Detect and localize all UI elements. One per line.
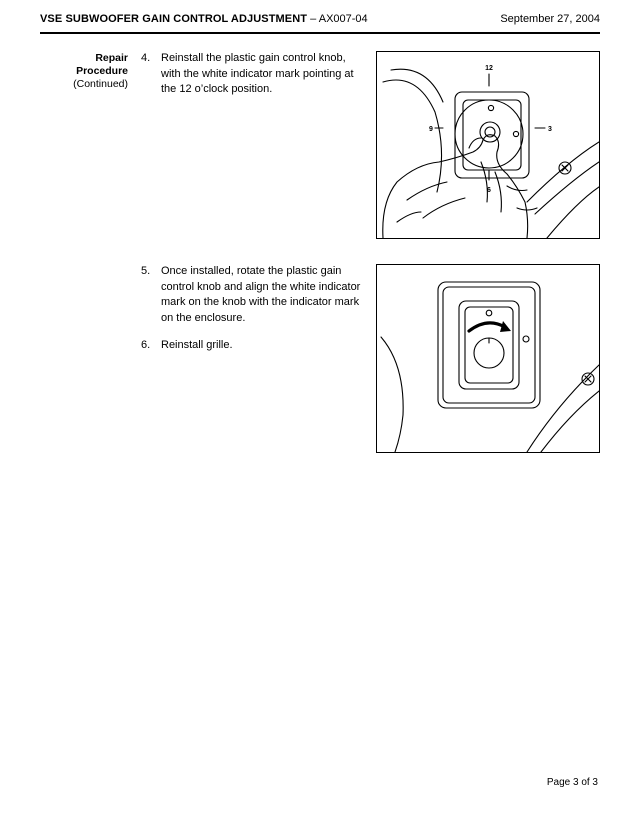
section-sidebar [73,52,128,91]
document-title [40,13,368,25]
step-text: Reinstall grille. [161,339,233,351]
page-number: Page 3 of 3 [546,777,598,788]
step-number: 4. [141,52,151,64]
clock-label-6: 6 [487,187,491,194]
document-date: September 27, 2004 [500,13,600,25]
figure-knob-align [376,264,600,453]
knob-install-illustration [377,52,599,238]
clock-label-3: 3 [548,126,552,133]
knob-align-illustration [377,265,599,452]
clock-label-9: 9 [429,126,433,133]
step-text: Reinstall the plastic gain control knob, with the white indicator mark pointing at the 12 o’clock position. [161,52,354,96]
clock-label-12: 12 [485,65,493,72]
page-header [40,13,600,31]
step-number: 6. [141,339,151,351]
title-text: VSE SUBWOOFER GAIN CONTROL ADJUSTMENT [40,13,308,25]
header-rule [40,32,600,34]
figure-knob-install [376,51,600,239]
title-separator: – [307,13,319,25]
sidebar-line-2: Procedure [76,65,128,77]
step-number: 5. [141,265,151,277]
sidebar-line-1: Repair [95,52,128,64]
step-text: Once installed, rotate the plastic gain control knob and align the white indicator mark on the knob with the indicator mark on the enclosure. [161,265,361,324]
document-code: AX007-04 [318,13,368,25]
sidebar-line-3: (Continued) [73,78,128,90]
